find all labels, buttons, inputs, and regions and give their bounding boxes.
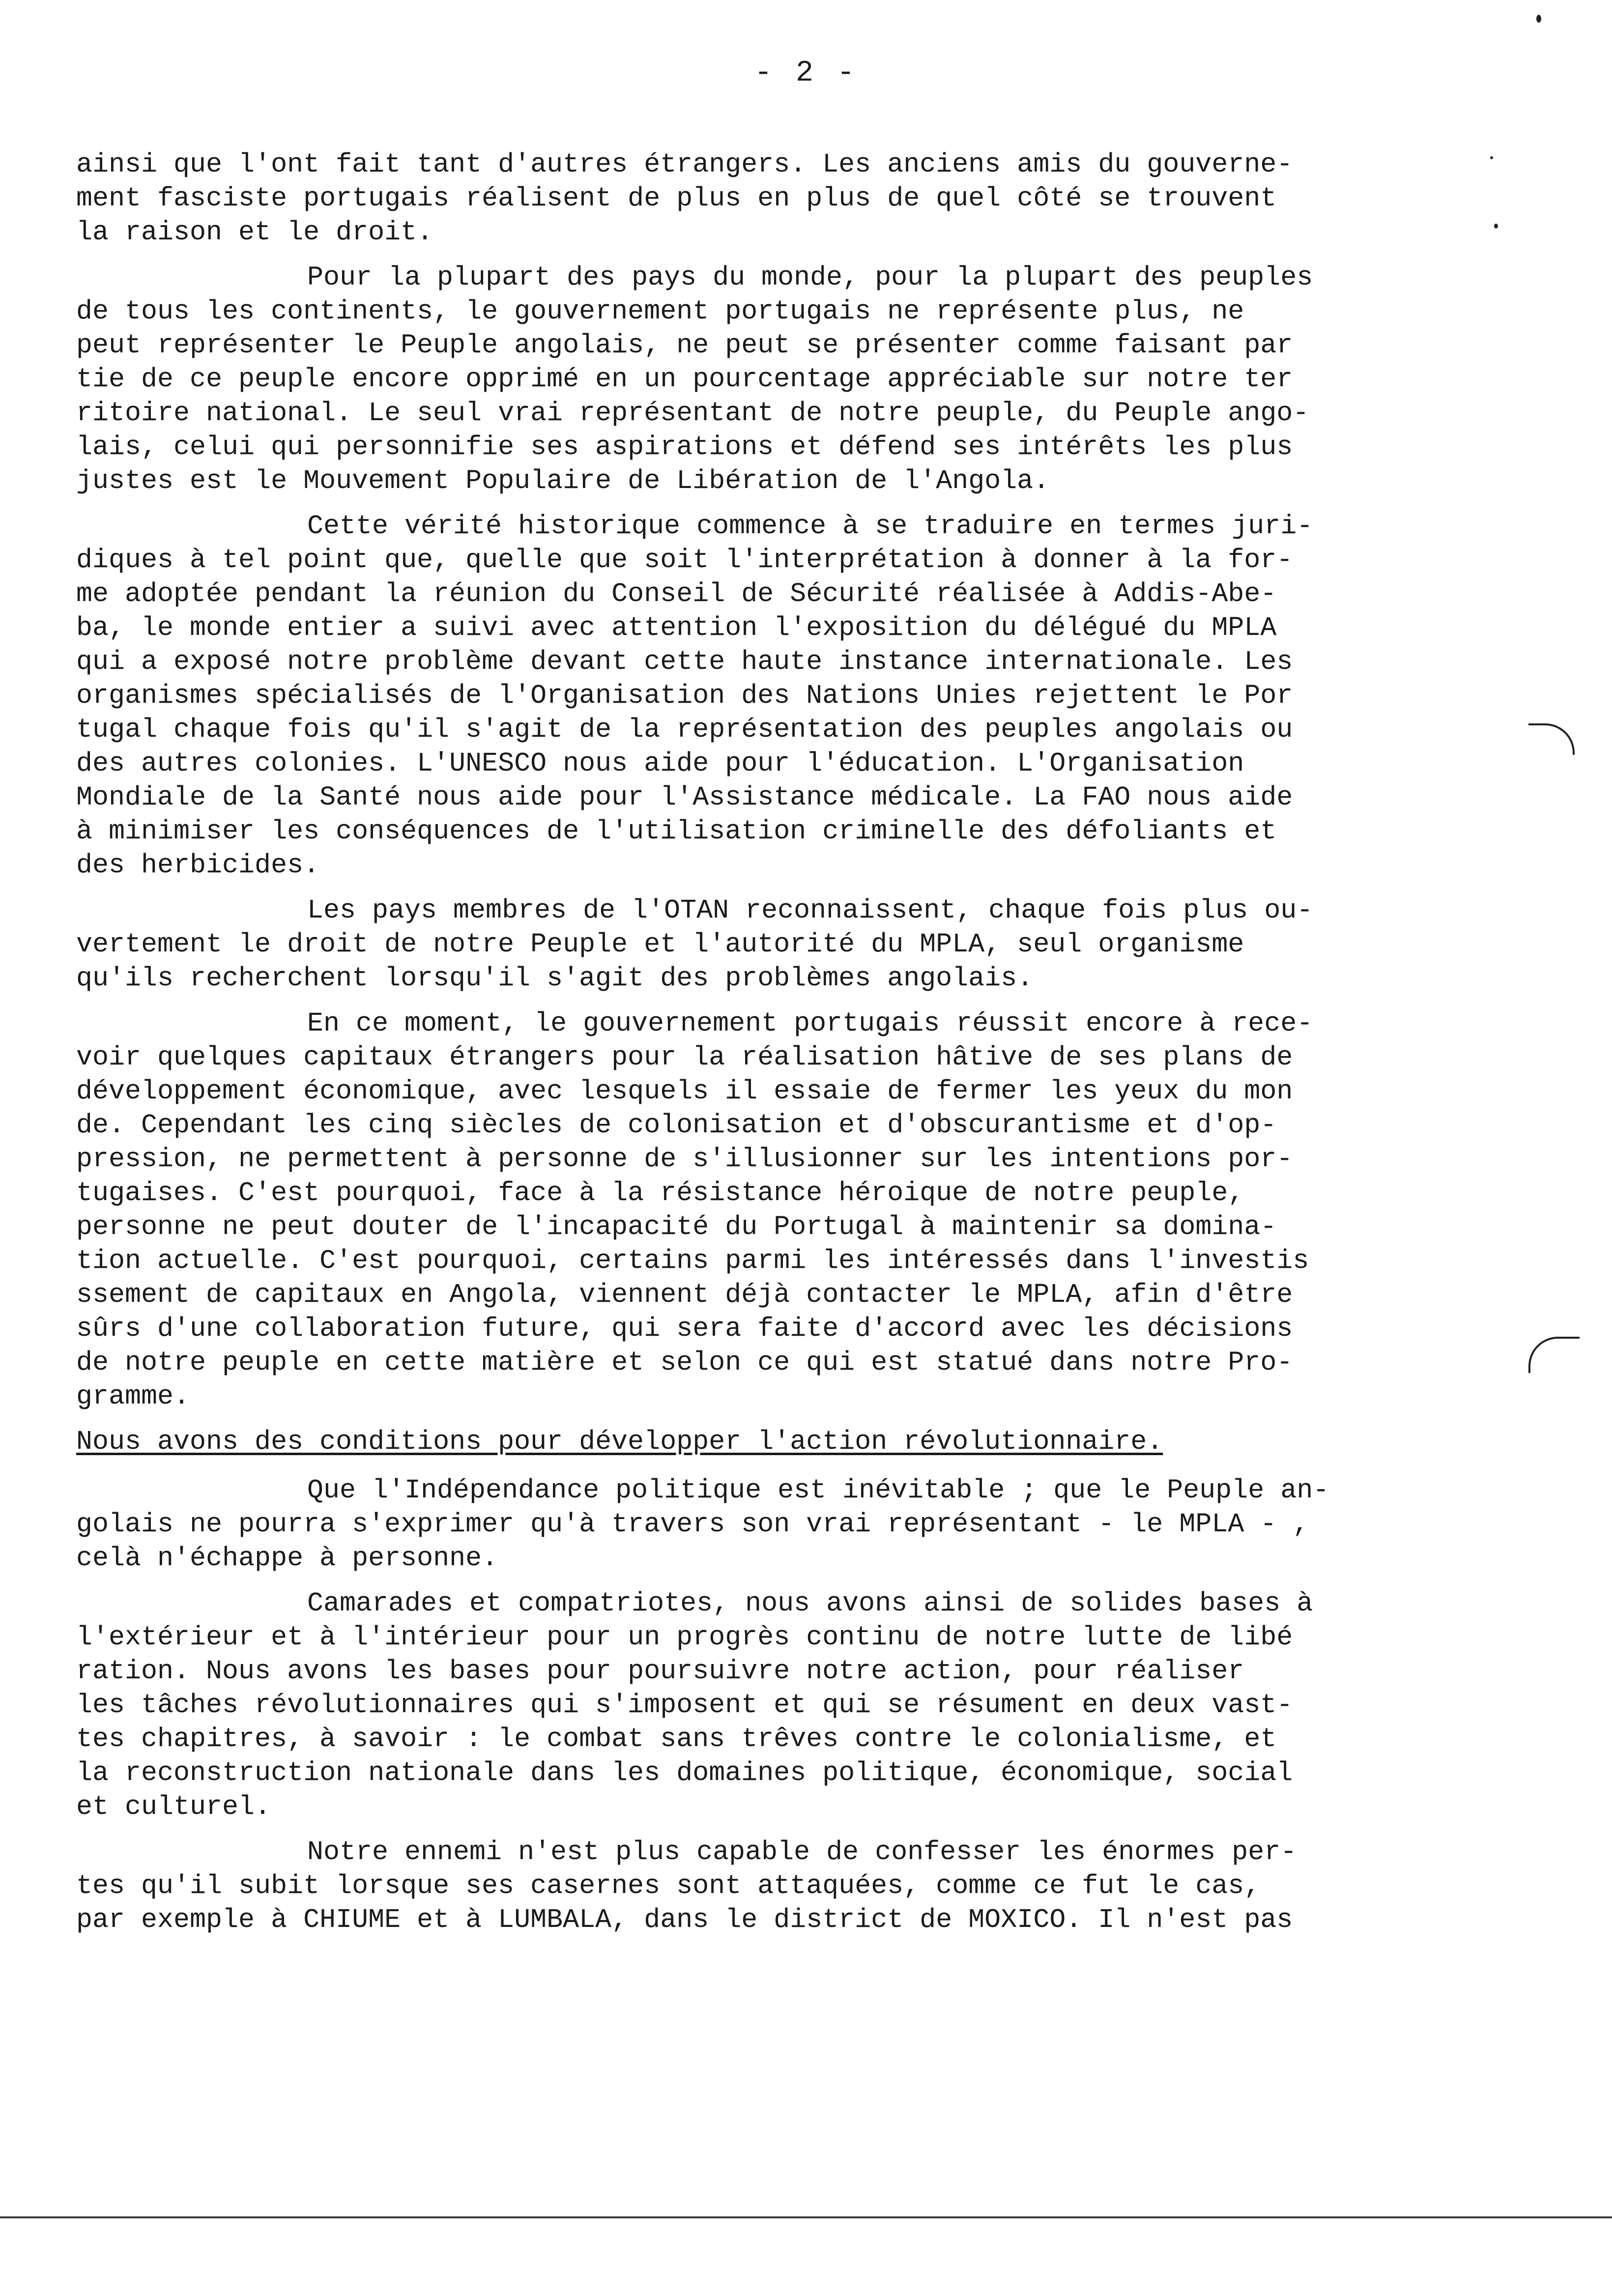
margin-mark-arc-2: [1528, 1337, 1580, 1373]
text-line: golais ne pourra s'exprimer qu'à travers son vrai représentant - le MPLA - ,: [76, 1509, 1309, 1540]
bottom-rule: [0, 2216, 1612, 2218]
paragraph-3: [76, 509, 1438, 882]
text-line: Pour la plupart des pays du monde, pour la plupart des peuples: [307, 262, 1313, 293]
text-line: tes qu'il subit lorsque ses casernes sont attaquées, comme ce fut le cas,: [76, 1870, 1261, 1901]
text-line: qui a exposé notre problème devant cette haute instance internationale. Les: [76, 646, 1293, 677]
text-line: En ce moment, le gouvernement portugais réussit encore à rece-: [307, 1008, 1313, 1039]
text-line: les tâches révolutionnaires qui s'imposent et qui se résument en deux vast-: [76, 1690, 1293, 1721]
document-body: [76, 147, 1438, 1948]
text-line: tes chapitres, à savoir : le combat sans trêves contre le colonialisme, et: [76, 1723, 1277, 1754]
text-line: ritoire national. Le seul vrai représentant de notre peuple, du Peuple ango-: [76, 398, 1309, 429]
text-line: des autres colonies. L'UNESCO nous aide pour l'éducation. L'Organisation: [76, 748, 1244, 779]
text-line: la raison et le droit.: [76, 217, 433, 248]
text-line: tugal chaque fois qu'il s'agit de la représentation des peuples angolais ou: [76, 714, 1293, 745]
paragraph-6: [76, 1473, 1438, 1575]
paragraph-7: [76, 1586, 1438, 1824]
page-number: - 2 -: [754, 57, 858, 90]
paragraph-2: [76, 260, 1438, 498]
text-line: tion actuelle. C'est pourquoi, certains parmi les intéressés dans l'investis: [76, 1245, 1309, 1276]
text-line: la reconstruction nationale dans les domaines politique, économique, social: [76, 1757, 1293, 1788]
text-line: Les pays membres de l'OTAN reconnaissent, chaque fois plus ou-: [307, 895, 1313, 926]
text-line: ba, le monde entier a suivi avec attention l'exposition du délégué du MPLA: [76, 612, 1277, 643]
text-line: organismes spécialisés de l'Organisation des Nations Unies rejettent le Por: [76, 680, 1293, 711]
text-line: Camarades et compatriotes, nous avons ainsi de solides bases à: [307, 1588, 1313, 1619]
paragraph-5: [76, 1006, 1438, 1413]
margin-dot-right-1: [1490, 156, 1493, 159]
text-line: tie de ce peuple encore opprimé en un pourcentage appréciable sur notre ter: [76, 364, 1293, 395]
text-line: ainsi que l'ont fait tant d'autres étrangers. Les anciens amis du gouverne-: [76, 149, 1293, 180]
text-line: ment fasciste portugais réalisent de plus en plus de quel côté se trouvent: [76, 183, 1277, 214]
text-line: de notre peuple en cette matière et selon ce qui est statué dans notre Pro-: [76, 1347, 1293, 1378]
text-line: celà n'échappe à personne.: [76, 1543, 498, 1574]
paragraph-1: [76, 147, 1438, 249]
text-line: lais, celui qui personnifie ses aspirations et défend ses intérêts les plus: [76, 431, 1293, 462]
text-line: tugaises. C'est pourquoi, face à la résistance héroique de notre peuple,: [76, 1177, 1244, 1208]
text-line: voir quelques capitaux étrangers pour la réalisation hâtive de ses plans de: [76, 1042, 1293, 1073]
margin-dot-right-2: [1494, 224, 1498, 229]
text-line: pression, ne permettent à personne de s'illusionner sur les intentions por-: [76, 1144, 1293, 1175]
paragraph-8: [76, 1835, 1438, 1937]
text-line: sûrs d'une collaboration future, qui sera faite d'accord avec les décisions: [76, 1313, 1293, 1344]
text-line: ssement de capitaux en Angola, viennent déjà contacter le MPLA, afin d'être: [76, 1279, 1293, 1310]
text-line: personne ne peut douter de l'incapacité du Portugal à maintenir sa domina-: [76, 1211, 1277, 1242]
text-line: Notre ennemi n'est plus capable de confesser les énormes per-: [307, 1837, 1297, 1867]
text-line: diques à tel point que, quelle que soit l'interprétation à donner à la for-: [76, 545, 1293, 575]
text-line: développement économique, avec lesquels il essaie de fermer les yeux du mon: [76, 1076, 1293, 1107]
text-line: ration. Nous avons les bases pour poursuivre notre action, pour réaliser: [76, 1656, 1244, 1687]
text-line: des herbicides.: [76, 850, 320, 881]
text-line: Que l'Indépendance politique est inévitable ; que le Peuple an-: [307, 1475, 1329, 1506]
text-line: gramme.: [76, 1381, 190, 1412]
margin-dot-top-right: [1536, 15, 1541, 23]
paragraph-4: [76, 893, 1438, 995]
text-line: l'extérieur et à l'intérieur pour un progrès continu de notre lutte de libé: [76, 1622, 1293, 1653]
margin-mark-arc-1: [1528, 723, 1575, 755]
text-line: me adoptée pendant la réunion du Conseil de Sécurité réalisée à Addis-Abe-: [76, 578, 1277, 609]
text-line: et culturel.: [76, 1791, 271, 1822]
text-line: justes est le Mouvement Populaire de Libération de l'Angola.: [76, 465, 1050, 496]
text-line: qu'ils recherchent lorsqu'il s'agit des problèmes angolais.: [76, 963, 1034, 994]
text-line: peut représenter le Peuple angolais, ne peut se présenter comme faisant par: [76, 330, 1293, 361]
section-heading: Nous avons des conditions pour développer l'action révolutionnaire.: [76, 1426, 1163, 1457]
text-line: de tous les continents, le gouvernement portugais ne représente plus, ne: [76, 296, 1244, 327]
text-line: vertement le droit de notre Peuple et l'autorité du MPLA, seul organisme: [76, 929, 1244, 960]
text-line: de. Cependant les cinq siècles de colonisation et d'obscurantisme et d'op-: [76, 1110, 1277, 1141]
text-line: Mondiale de la Santé nous aide pour l'Assistance médicale. La FAO nous aide: [76, 782, 1293, 813]
text-line: par exemple à CHIUME et à LUMBALA, dans le district de MOXICO. Il n'est pas: [76, 1904, 1293, 1935]
text-line: à minimiser les conséquences de l'utilisation criminelle des défoliants et: [76, 816, 1277, 847]
text-line: Cette vérité historique commence à se traduire en termes juri-: [307, 511, 1313, 542]
